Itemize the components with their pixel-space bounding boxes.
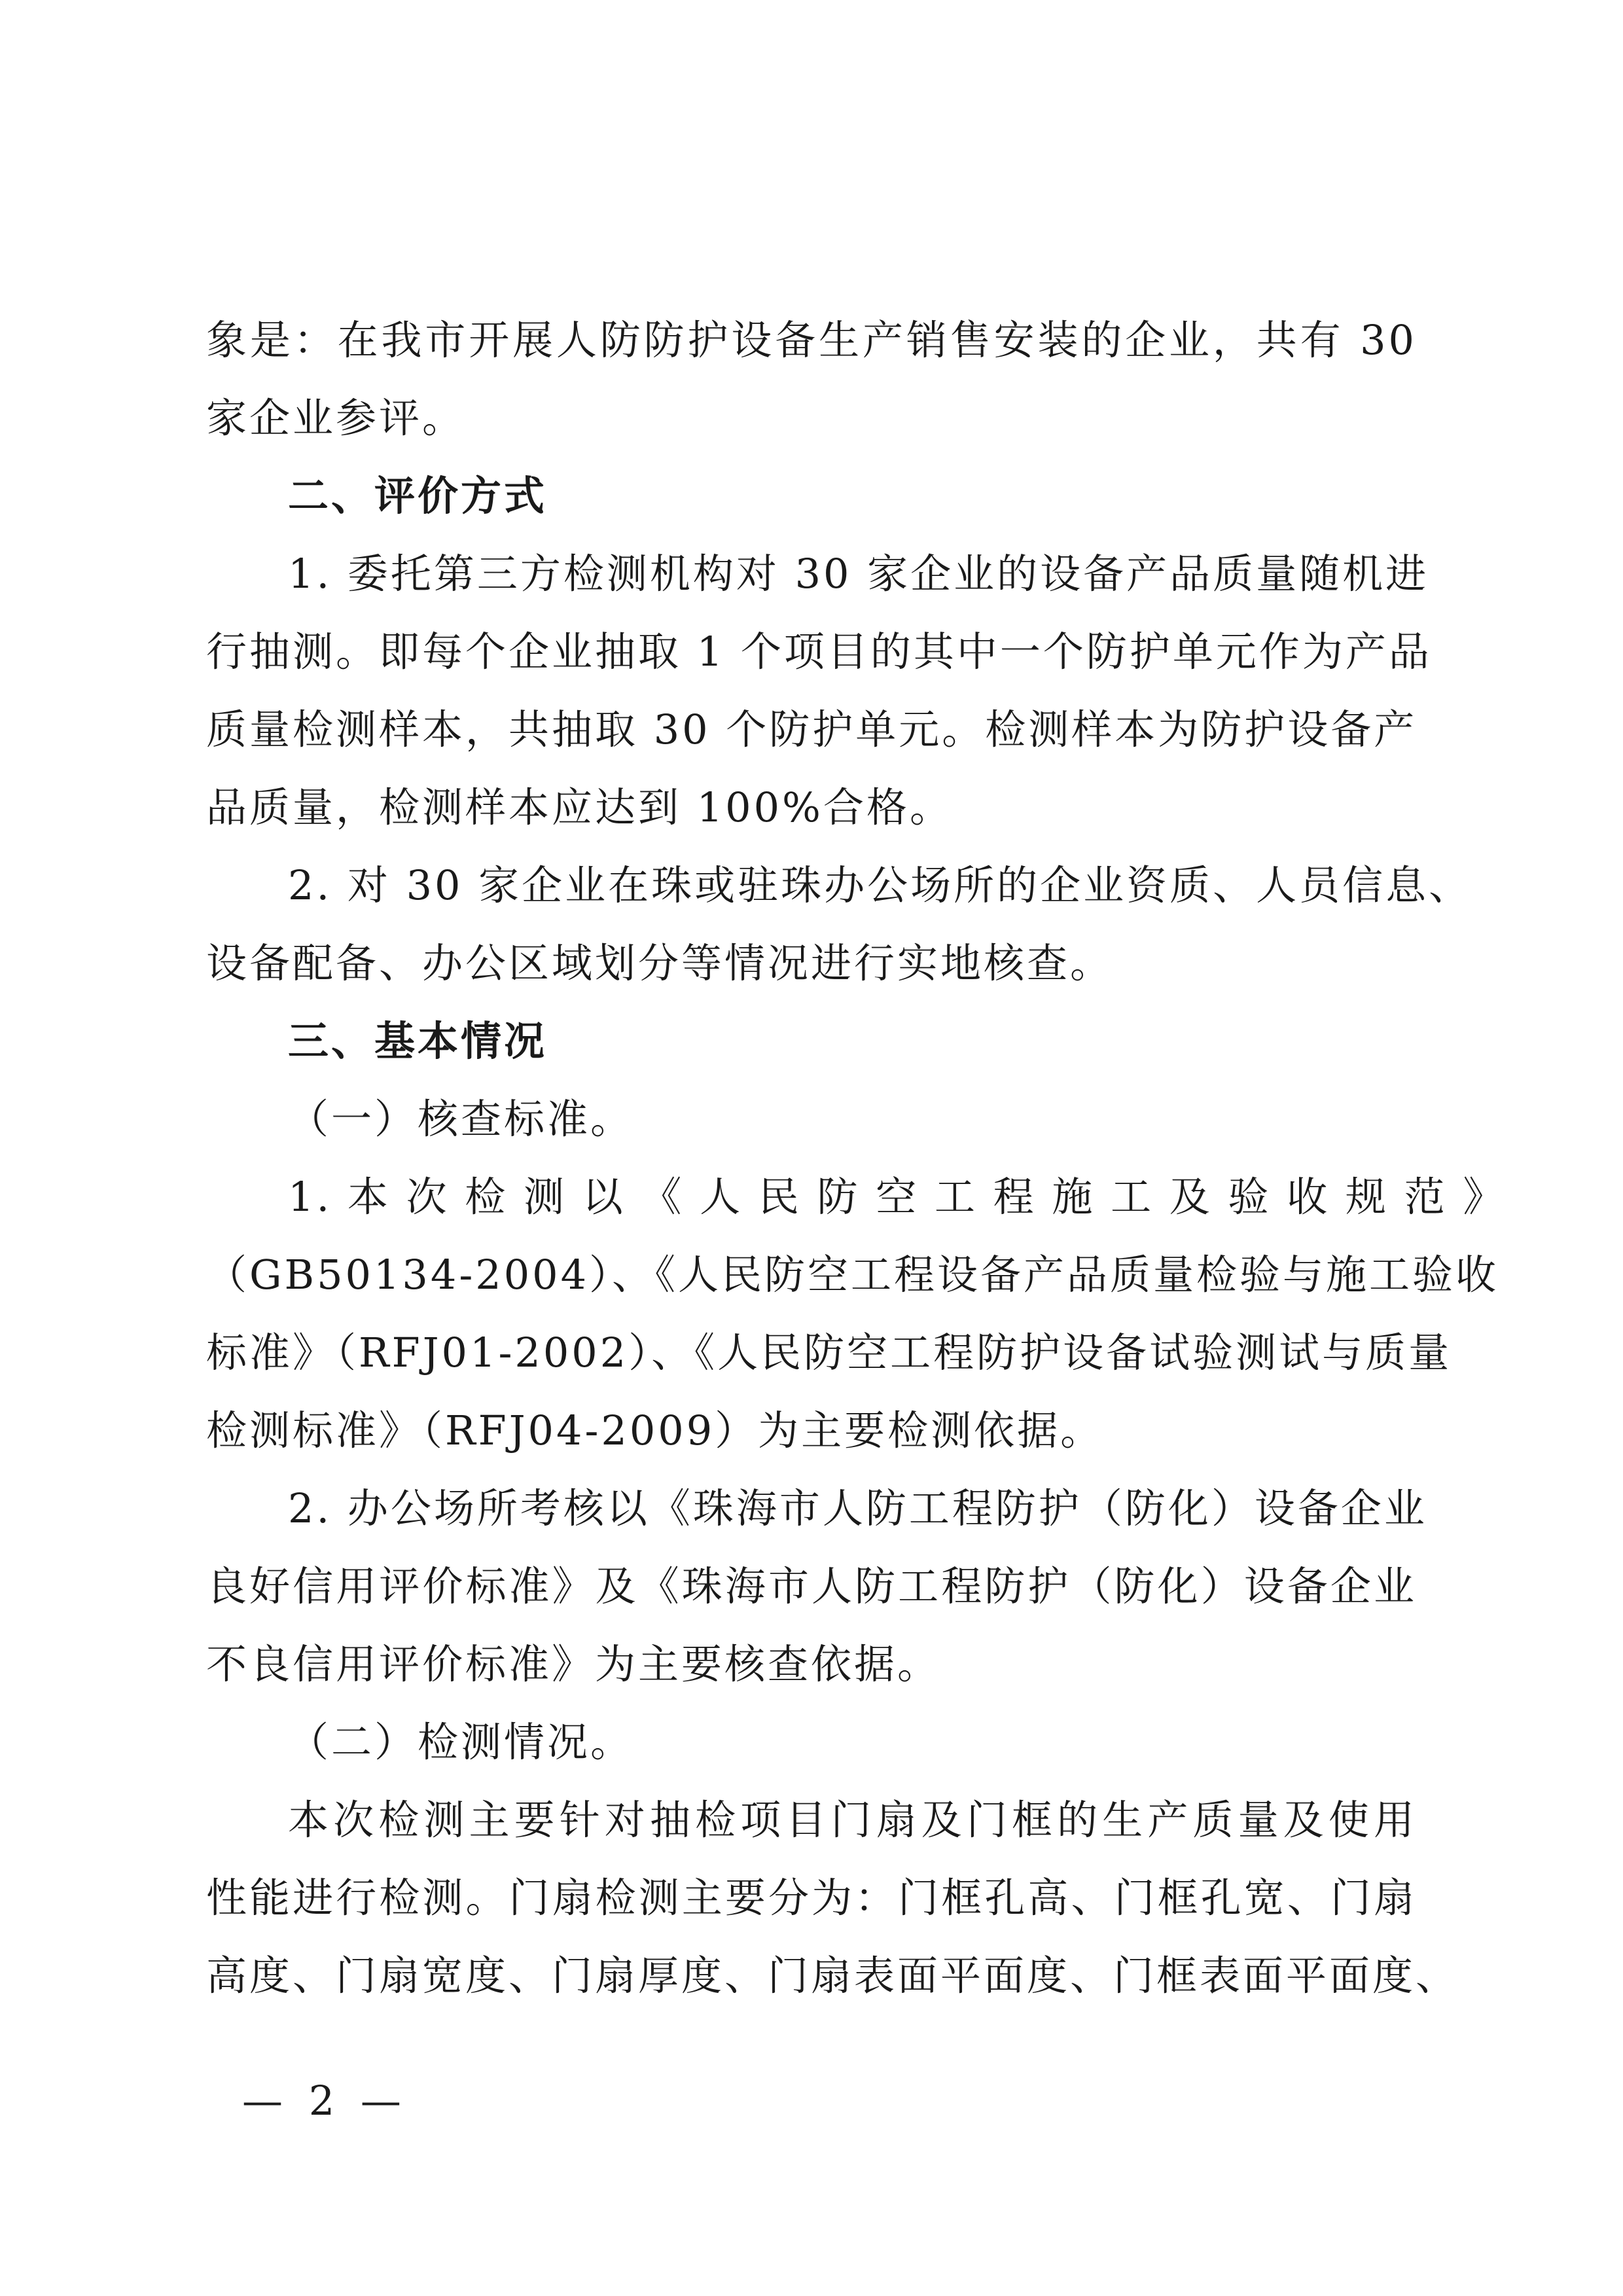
section-heading: 二、评价方式	[288, 472, 548, 520]
body-text-line: 1. 委托第三方检测机构对 30 家企业的设备产品质量随机进	[288, 550, 1429, 598]
page-number: — 2 —	[242, 2077, 408, 2125]
body-text-line: 性能进行检测。门扇检测主要分为：门框孔高、门框孔宽、门扇	[206, 1874, 1417, 1922]
body-text-line: 2. 对 30 家企业在珠或驻珠办公场所的企业资质、人员信息、	[288, 861, 1472, 909]
body-text-line: 高度、门扇宽度、门扇厚度、门扇表面平面度、门框表面平面度、	[206, 1952, 1459, 2000]
body-text-line: 品质量，检测样本应达到 100%合格。	[206, 783, 953, 831]
body-text-line: 标准》（RFJ01-2002）、《人民防空工程防护设备试验测试与质量	[206, 1329, 1452, 1376]
body-text-line: 家企业参评。	[206, 394, 466, 442]
body-text-line: 良好信用评价标准》及《珠海市人防工程防护（防化）设备企业	[206, 1562, 1417, 1610]
subsection-heading: （二）检测情况。	[288, 1718, 634, 1766]
body-text-line: 象是：在我市开展人防防护设备生产销售安装的企业，共有 30	[206, 316, 1417, 364]
body-text-line: 设备配备、办公区域划分等情况进行实地核查。	[206, 939, 1114, 987]
body-text-line: 1. 本 次 检 测 以 《 人 民 防 空 工 程 施 工 及 验 收 规 范 》	[288, 1173, 1507, 1221]
body-text-line: 本次检测主要针对抽检项目门扇及门框的生产质量及使用	[288, 1796, 1417, 1844]
body-text-line: （GB50134-2004）、《人民防空工程设备产品质量检验与施工验收	[206, 1251, 1499, 1299]
body-text-line: 不良信用评价标准》为主要核查依据。	[206, 1640, 941, 1688]
body-text-line: 检测标准》（RFJ04-2009）为主要检测依据。	[206, 1407, 1104, 1454]
section-heading: 三、基本情况	[288, 1017, 548, 1065]
body-text-line: 行抽测。即每个企业抽取 1 个项目的其中一个防护单元作为产品	[206, 628, 1432, 675]
body-text-line: 质量检测样本，共抽取 30 个防护单元。检测样本为防护设备产	[206, 706, 1418, 753]
body-text-line: 2. 办公场所考核以《珠海市人防工程防护（防化）设备企业	[288, 1484, 1427, 1532]
subsection-heading: （一）核查标准。	[288, 1095, 634, 1143]
